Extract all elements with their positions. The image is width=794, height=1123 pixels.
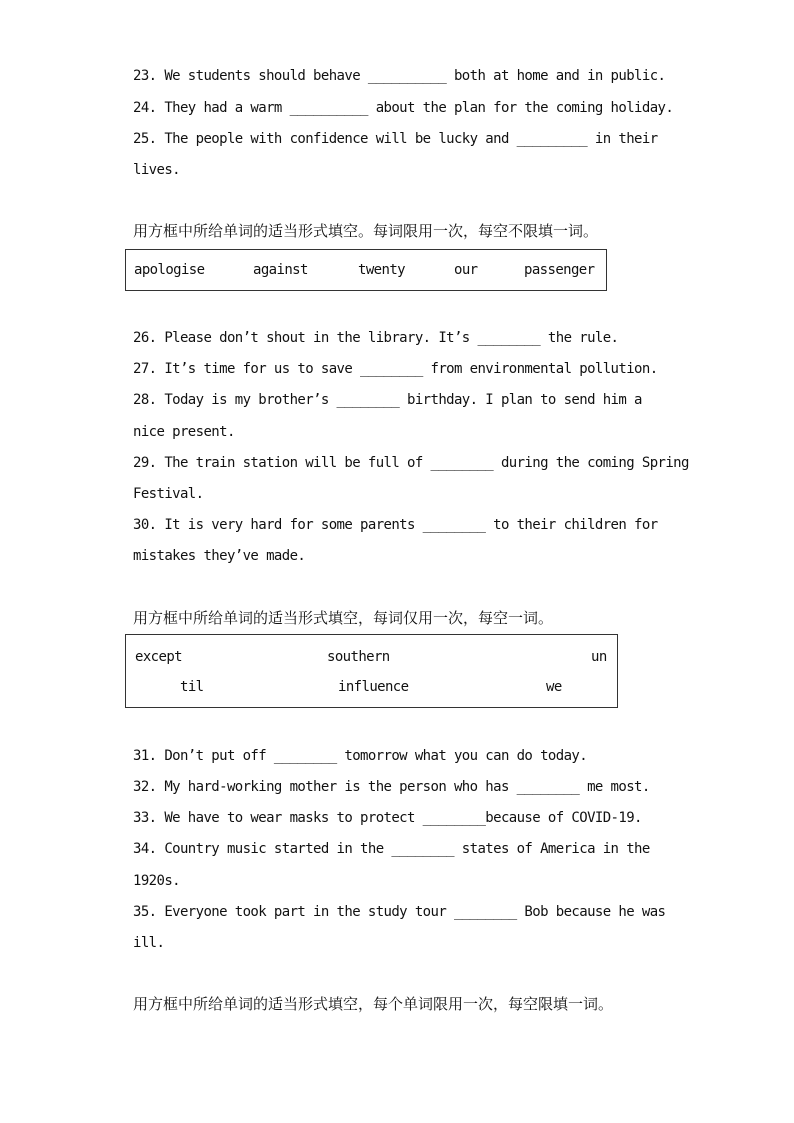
question-29: 29. The train station will be full of ________ during the coming Spring [133, 455, 689, 471]
word-passenger: passenger [524, 262, 595, 278]
question-25: 25. The people with confidence will be lucky and _________ in their [133, 131, 658, 147]
question-28-continued: nice present. [133, 424, 235, 440]
question-29-continued: Festival. [133, 486, 204, 502]
word-influence: influence [338, 679, 409, 695]
question-24: 24. They had a warm __________ about the plan for the coming holiday. [133, 100, 674, 116]
question-35: 35. Everyone took part in the study tour ________ Bob because he was [133, 904, 666, 920]
word-until-part2: til [180, 679, 204, 695]
instruction-3: 用方框中所给单词的适当形式填空，每词仅用一次，每空一词。 [133, 609, 554, 627]
question-25-continued: lives. [133, 162, 180, 178]
question-28: 28. Today is my brother’s ________ birthday. I plan to send him a [133, 392, 642, 408]
question-34: 34. Country music started in the ________ states of America in the [133, 841, 650, 857]
question-35-continued: ill. [133, 935, 165, 951]
word-against: against [253, 262, 308, 278]
question-32: 32. My hard-working mother is the person who has ________ me most. [133, 779, 650, 795]
word-southern: southern [327, 649, 390, 665]
instruction-2: 用方框中所给单词的适当形式填空。每词限用一次，每空不限填一词。 [133, 222, 599, 240]
question-34-continued: 1920s. [133, 873, 180, 889]
word-apologise: apologise [134, 262, 205, 278]
question-33: 33. We have to wear masks to protect ________because of COVID-19. [133, 810, 642, 826]
word-twenty: twenty [358, 262, 405, 278]
word-except: except [135, 649, 182, 665]
instruction-4: 用方框中所给单词的适当形式填空，每个单词限用一次，每空限填一词。 [133, 995, 614, 1013]
word-box-2 [125, 249, 607, 291]
question-27: 27. It’s time for us to save ________ from environmental pollution. [133, 361, 658, 377]
word-box-3 [125, 634, 618, 708]
question-31: 31. Don’t put off ________ tomorrow what you can do today. [133, 748, 588, 764]
word-until-part1: un [591, 649, 607, 665]
word-we: we [546, 679, 562, 695]
question-26: 26. Please don’t shout in the library. It’s ________ the rule. [133, 330, 619, 346]
word-our: our [454, 262, 478, 278]
question-30: 30. It is very hard for some parents ________ to their children for [133, 517, 658, 533]
question-30-continued: mistakes they’ve made. [133, 548, 306, 564]
question-23: 23. We students should behave __________ both at home and in public. [133, 68, 666, 84]
